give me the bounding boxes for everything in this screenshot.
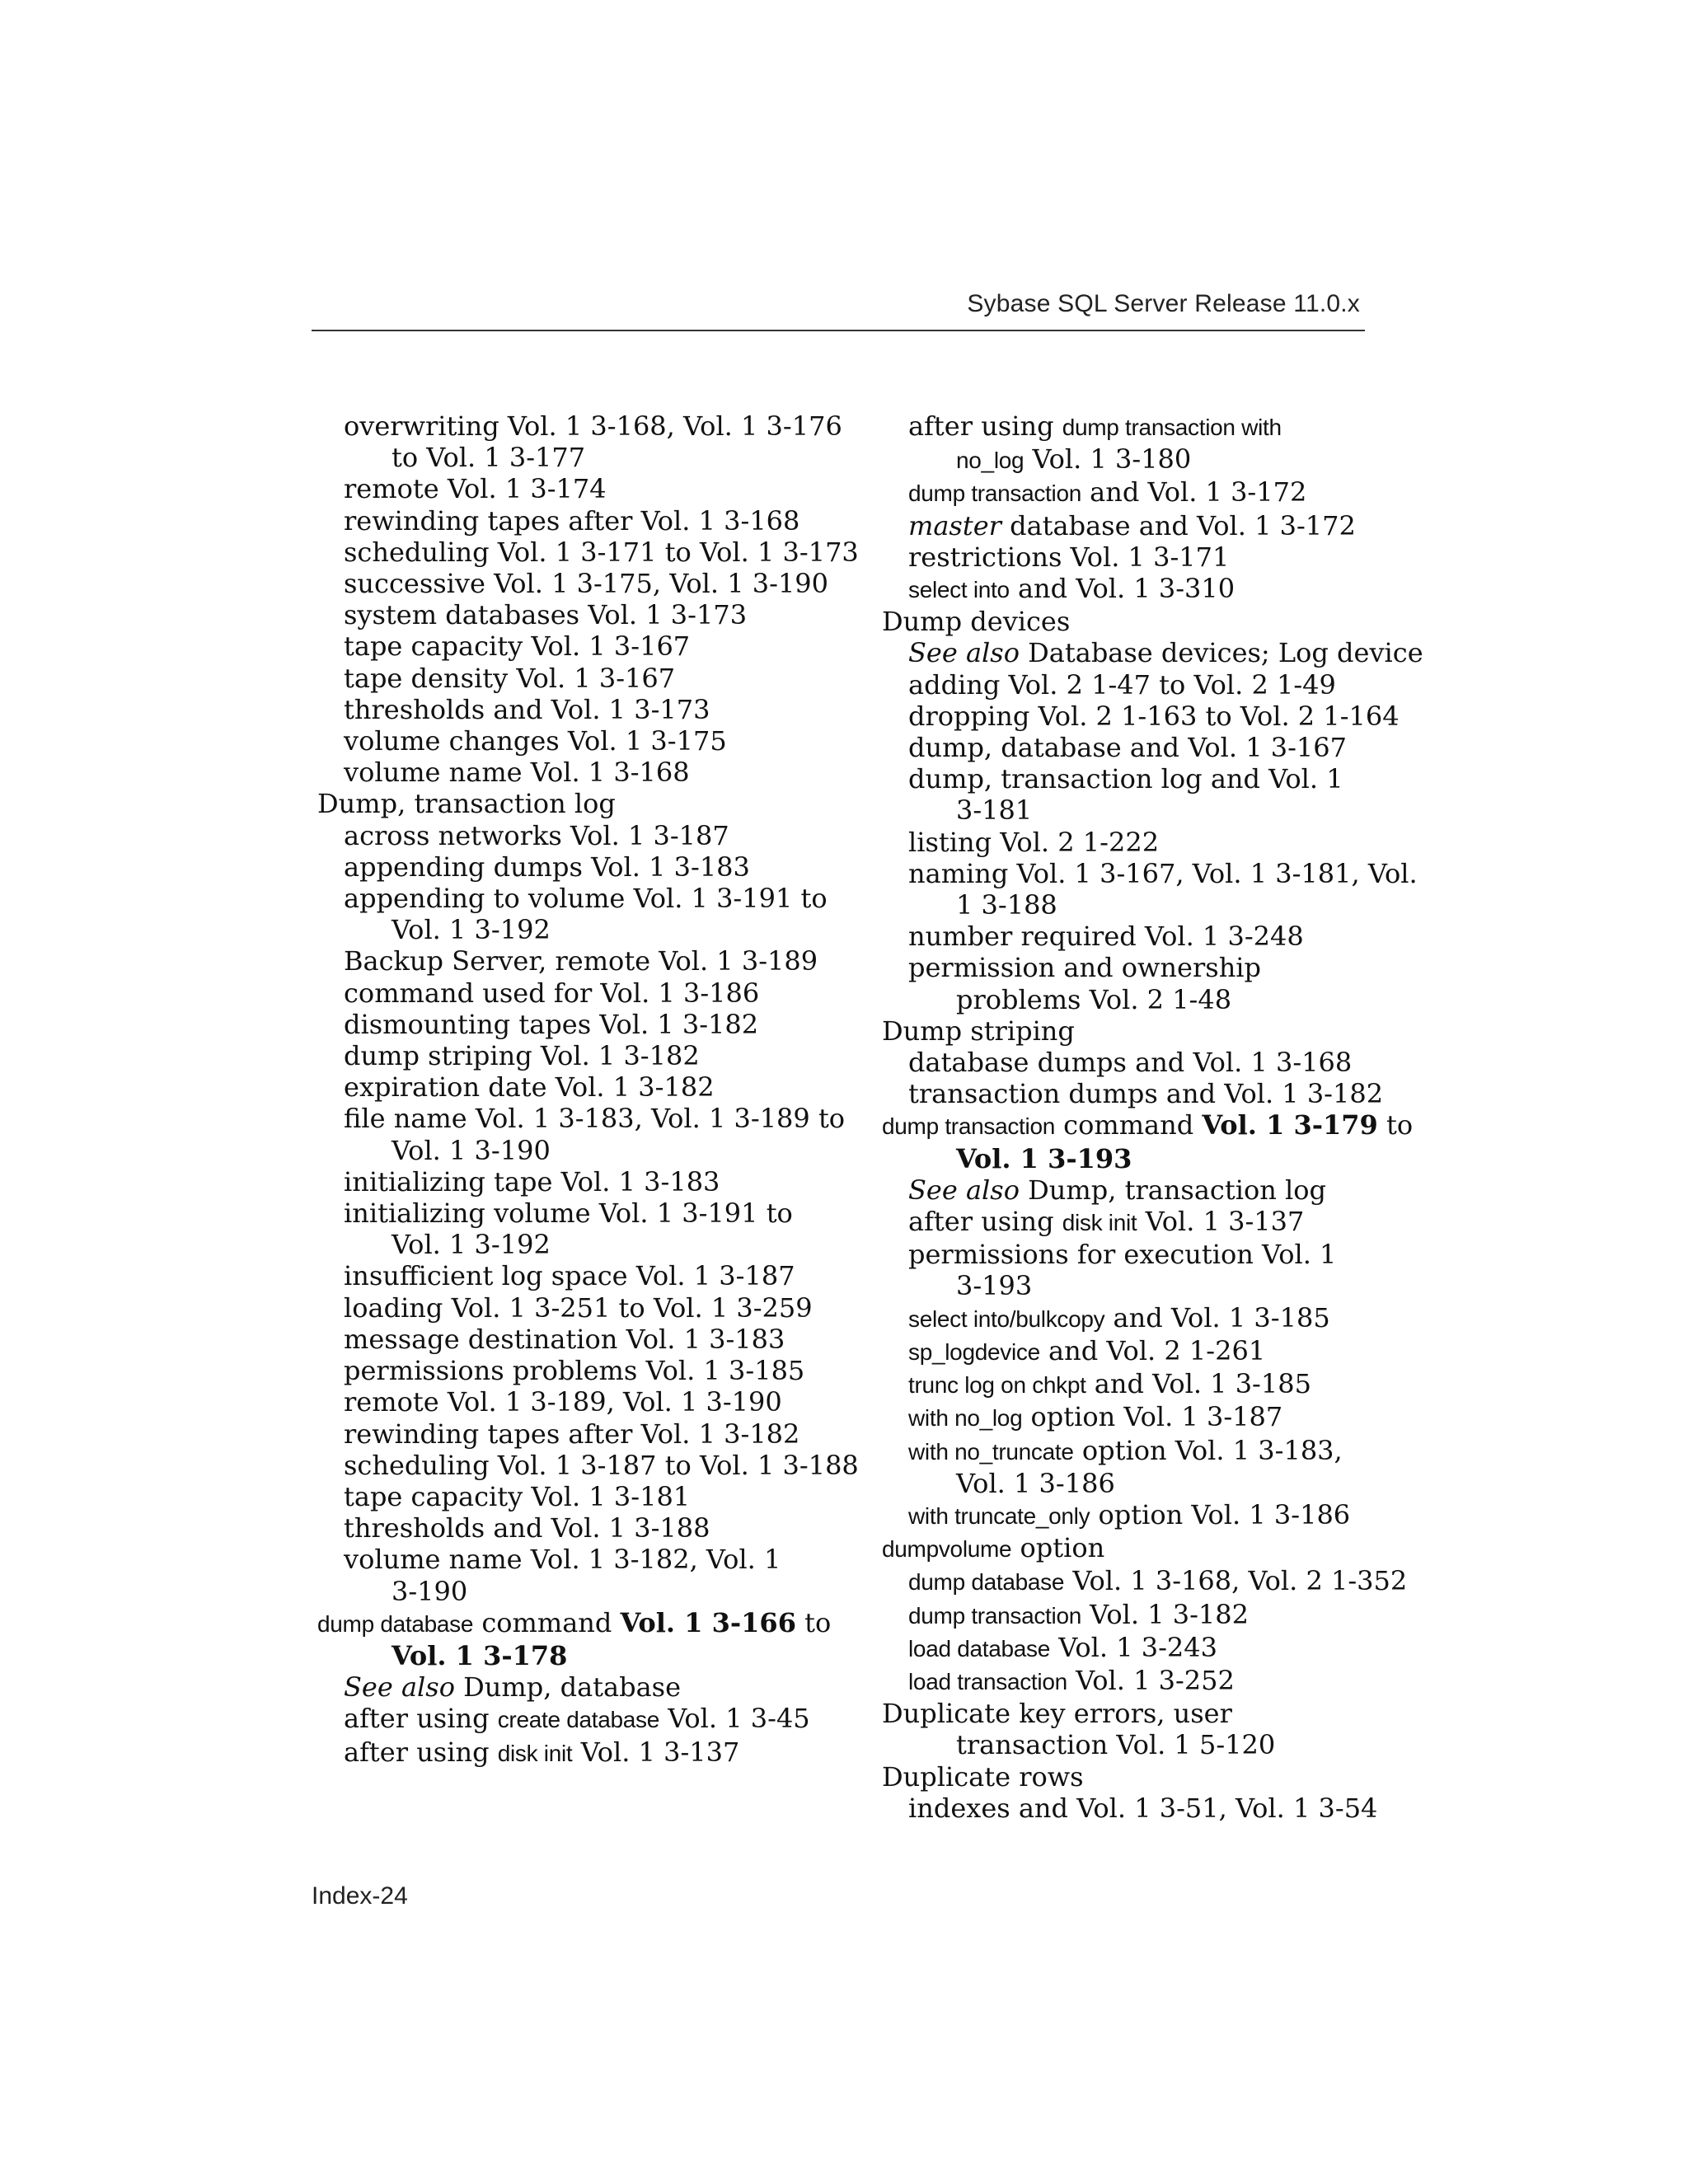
index-subentry [317,1260,828,1291]
primary-reference: Vol. 1 3-193 [956,1142,1132,1174]
entry-text: tape capacity Vol. 1 3-181 [344,1480,691,1512]
entry-text: system databases Vol. 1 3-173 [344,599,748,631]
index-subentry [882,700,1400,732]
entry-text: listing Vol. 2 1-222 [908,826,1160,858]
index-continuation [317,442,828,473]
index-subentry [882,476,1393,509]
index-subentry [317,1009,828,1040]
command-keyword: sp_logdevice [908,1338,1040,1365]
command-keyword: select into/bulkcopy [908,1305,1105,1332]
entry-text: permissions for execution Vol. 1 [908,1239,1337,1271]
index-heading [882,1698,1393,1729]
entry-text: number required Vol. 1 3-248 [908,921,1304,953]
page-number: Index-24 [312,1882,408,1910]
entry-text: command [473,1606,621,1638]
index-subentry [882,763,1393,794]
index-subentry [317,1481,828,1512]
entry-text: database and Vol. 1 3-172 [1001,509,1356,541]
index-subentry [317,945,828,977]
entry-text: 3-190 [392,1575,468,1607]
entry-text: permission and ownership [908,952,1262,984]
entry-text: to [795,1606,832,1638]
italic-term: master [908,509,1001,541]
entry-text: Dump striping [882,1015,1075,1047]
index-subentry [882,637,1423,669]
index-subentry [882,827,1393,858]
entry-text: Duplicate key errors, user [882,1698,1232,1730]
entry-text: 3-181 [956,794,1033,827]
index-subentry [317,473,828,504]
entry-text: Vol. 1 3-168, Vol. 2 1-352 [1064,1565,1408,1597]
entry-text: Dump devices [882,606,1071,638]
entry-text: option Vol. 1 3-186 [1090,1498,1351,1530]
command-keyword: dump database [908,1569,1065,1596]
entry-text: transaction Vol. 1 5-120 [956,1729,1276,1761]
index-subentry [317,1355,828,1386]
index-subentry [317,1512,828,1544]
index-continuation [882,443,1393,476]
italic-term: See also [908,637,1020,669]
index-subentry [317,820,828,851]
index-continuation [317,914,828,945]
entry-text: Backup Server, remote Vol. 1 3-189 [344,945,818,977]
index-subentry [882,1047,1393,1078]
entry-text: adding Vol. 2 1-47 to Vol. 2 1-49 [908,668,1336,701]
command-keyword: dump transaction with [1062,415,1282,440]
index-subentry [317,694,828,725]
index-continuation [317,1229,828,1260]
command-keyword: with no_log [908,1405,1023,1432]
index-subentry [317,977,828,1009]
entry-text: command [1055,1109,1203,1141]
index-subentry [317,1386,828,1418]
entry-text: volume name Vol. 1 3-182, Vol. 1 [344,1544,781,1576]
index-subentry [317,1324,828,1355]
entry-text: tape capacity Vol. 1 3-167 [344,630,691,663]
entry-text: dump striping Vol. 1 3-182 [344,1040,700,1072]
index-subentry [882,1302,1393,1335]
index-heading [882,1015,1393,1047]
index-subentry [317,851,828,883]
index-subentry [882,410,1393,443]
entry-text: successive Vol. 1 3-175, Vol. 1 3-190 [344,568,829,600]
index-continuation [317,1576,828,1607]
italic-term: See also [344,1671,455,1704]
entry-text: dump, database and Vol. 1 3-167 [908,732,1347,764]
index-subentry [882,1368,1393,1401]
entry-text: volume changes Vol. 1 3-175 [344,725,727,757]
entry-text: Vol. 1 3-192 [392,1229,551,1261]
index-subentry [317,1103,846,1135]
entry-text: to [1377,1109,1414,1141]
entry-text: initializing tape Vol. 1 3-183 [344,1165,720,1197]
entry-text: 3-193 [956,1270,1033,1302]
index-subentry [317,1449,859,1481]
entry-text: across networks Vol. 1 3-187 [344,819,729,851]
entry-text: dump, transaction log and Vol. 1 [908,763,1343,795]
entry-text: scheduling Vol. 1 3-171 to Vol. 1 3-173 [344,536,859,568]
index-subentry [317,1040,828,1071]
entry-text: option Vol. 1 3-183, [1073,1434,1343,1466]
primary-reference: Vol. 1 3-179 [1202,1109,1378,1141]
command-keyword: dumpvolume [882,1536,1012,1563]
index-subentry [882,1239,1393,1270]
index-continuation [882,1729,1393,1760]
index-subentry [882,1401,1393,1434]
italic-term: See also [908,1174,1020,1206]
index-subentry [882,1206,1393,1239]
entry-text: Dump, transaction log [317,788,616,820]
index-heading [882,1109,1414,1142]
index-subentry [317,663,828,694]
entry-text: and Vol. 1 3-185 [1104,1301,1330,1333]
index-heading [882,1532,1393,1565]
entry-text: after using [908,410,1062,442]
header-title: Sybase SQL Server Release 11.0.x [967,290,1360,317]
index-continuation [882,984,1393,1015]
index-subentry [882,857,1418,889]
entry-text: Vol. 1 3-186 [956,1467,1115,1499]
entry-text: and Vol. 2 1-261 [1039,1334,1266,1366]
entry-text: after using [344,1703,498,1735]
index-subentry [317,568,828,599]
index-continuation [317,1135,828,1166]
entry-text: insufficient log space Vol. 1 3-187 [344,1260,795,1292]
entry-text: Vol. 1 3-243 [1050,1631,1217,1663]
entry-text: naming Vol. 1 3-167, Vol. 1 3-181, Vol. [908,857,1418,889]
entry-text: after using [344,1736,498,1768]
entry-text: thresholds and Vol. 1 3-188 [344,1512,710,1544]
index-subentry [882,1665,1393,1698]
entry-text: Vol. 1 3-180 [1024,443,1192,476]
index-continuation [882,1468,1393,1499]
index-heading [317,788,828,819]
entry-text: file name Vol. 1 3-183, Vol. 1 3-189 to [344,1103,846,1135]
index-subentry [882,1499,1393,1532]
primary-reference: Vol. 1 3-166 [620,1606,796,1638]
index-subentry [317,536,859,568]
index-subentry [882,510,1393,541]
entry-text: appending dumps Vol. 1 3-183 [344,851,750,883]
command-keyword: dump database [317,1610,474,1637]
entry-text: and Vol. 1 3-185 [1085,1368,1311,1400]
index-heading [882,606,1393,637]
entry-text: and Vol. 1 3-172 [1081,476,1307,509]
entry-text: loading Vol. 1 3-251 to Vol. 1 3-259 [344,1291,813,1324]
entry-text: expiration date Vol. 1 3-182 [344,1071,715,1104]
entry-text: Duplicate rows [882,1760,1084,1793]
entry-text: appending to volume Vol. 1 3-191 to [344,883,828,915]
entry-text: Dump, transaction log [1019,1174,1326,1206]
entry-text: Vol. 1 3-137 [1137,1206,1305,1238]
index-subentry [882,732,1393,763]
entry-text: rewinding tapes after Vol. 1 3-168 [344,504,800,537]
entry-text: Vol. 1 3-192 [392,914,551,946]
index-subentry [317,1197,828,1229]
command-keyword: no_log [956,448,1025,474]
index-subentry [882,921,1393,952]
index-subentry [317,883,828,914]
index-subentry [317,410,842,442]
entry-text: overwriting Vol. 1 3-168, Vol. 1 3-176 [344,410,842,442]
entry-text: Vol. 1 3-190 [392,1134,551,1166]
index-subentry [317,630,828,662]
entry-text: dropping Vol. 2 1-163 to Vol. 2 1-164 [908,700,1400,732]
command-keyword: disk init [1062,1210,1137,1236]
entry-text: Database devices; Log device [1019,637,1423,669]
index-subentry [317,599,828,630]
entry-text: restrictions Vol. 1 3-171 [908,541,1230,573]
command-keyword: dump transaction [882,1113,1055,1140]
entry-text: Vol. 1 3-182 [1081,1598,1249,1630]
index-subentry [317,757,828,788]
index-subentry [317,1166,828,1197]
entry-text: initializing volume Vol. 1 3-191 to [344,1197,793,1230]
index-column-left [317,410,859,1769]
entry-text: problems Vol. 2 1-48 [956,983,1232,1015]
entry-text: to Vol. 1 3-177 [392,442,586,474]
entry-text: tape density Vol. 1 3-167 [344,662,676,694]
index-subentry [882,669,1393,701]
command-keyword: with no_truncate [908,1438,1074,1465]
entry-text: command used for Vol. 1 3-186 [344,977,760,1009]
command-keyword: dump transaction [908,1602,1081,1629]
entry-text: Dump, database [454,1671,681,1704]
index-subentry [882,952,1393,983]
index-subentry [317,725,828,757]
index-continuation [882,889,1393,921]
index-continuation [317,1640,828,1671]
entry-text: dismounting tapes Vol. 1 3-182 [344,1008,759,1040]
entry-text: and Vol. 1 3-310 [1009,573,1236,605]
entry-text: 1 3-188 [956,889,1057,921]
entry-text: thresholds and Vol. 1 3-173 [344,693,710,725]
entry-text: rewinding tapes after Vol. 1 3-182 [344,1418,800,1450]
entry-text: after using [908,1206,1062,1238]
index-subentry [882,541,1393,573]
command-keyword: load database [908,1635,1051,1661]
command-keyword: trunc log on chkpt [908,1372,1086,1399]
index-column-right [882,410,1423,1824]
command-keyword: disk init [497,1740,573,1766]
index-subentry [317,1544,828,1575]
index-subentry [882,1435,1393,1468]
entry-text: remote Vol. 1 3-174 [344,473,607,505]
index-heading [882,1761,1393,1793]
entry-text: message destination Vol. 1 3-183 [344,1323,785,1355]
command-keyword: load transaction [908,1668,1067,1694]
running-header [312,285,1365,331]
entry-text: database dumps and Vol. 1 3-168 [908,1047,1353,1079]
index-heading [317,1606,832,1640]
entry-text: Vol. 1 3-45 [659,1703,810,1735]
index-subentry [317,1418,828,1450]
index-subentry [882,1632,1393,1665]
index-continuation [882,794,1393,826]
index-subentry [882,1565,1408,1598]
entry-text: permissions problems Vol. 1 3-185 [344,1355,805,1387]
command-keyword: select into [908,577,1010,603]
index-subentry [882,1335,1393,1368]
index-continuation [882,1143,1393,1174]
index-subentry [317,1736,828,1769]
index-subentry [882,1174,1393,1206]
index-subentry [882,1793,1393,1824]
entry-text: Vol. 1 3-137 [572,1736,740,1768]
entry-text: Vol. 1 3-252 [1067,1664,1235,1696]
index-subentry [882,1078,1393,1109]
entry-text: option Vol. 1 3-187 [1022,1401,1283,1433]
entry-text: option [1011,1532,1105,1564]
entry-text: volume name Vol. 1 3-168 [344,757,690,789]
index-subentry [882,1599,1393,1632]
index-continuation [882,1270,1393,1301]
command-keyword: with truncate_only [908,1502,1090,1529]
entry-text: scheduling Vol. 1 3-187 to Vol. 1 3-188 [344,1449,859,1481]
entry-text: transaction dumps and Vol. 1 3-182 [908,1078,1384,1110]
primary-reference: Vol. 1 3-178 [392,1639,568,1671]
index-subentry [317,1671,828,1703]
index-subentry [317,1703,828,1736]
index-subentry [882,573,1393,606]
entry-text: remote Vol. 1 3-189, Vol. 1 3-190 [344,1386,782,1418]
index-subentry [317,1071,828,1103]
index-subentry [317,505,828,537]
entry-text: indexes and Vol. 1 3-51, Vol. 1 3-54 [908,1792,1378,1824]
command-keyword: create database [497,1707,660,1733]
command-keyword: dump transaction [908,480,1081,507]
index-subentry [317,1292,828,1324]
